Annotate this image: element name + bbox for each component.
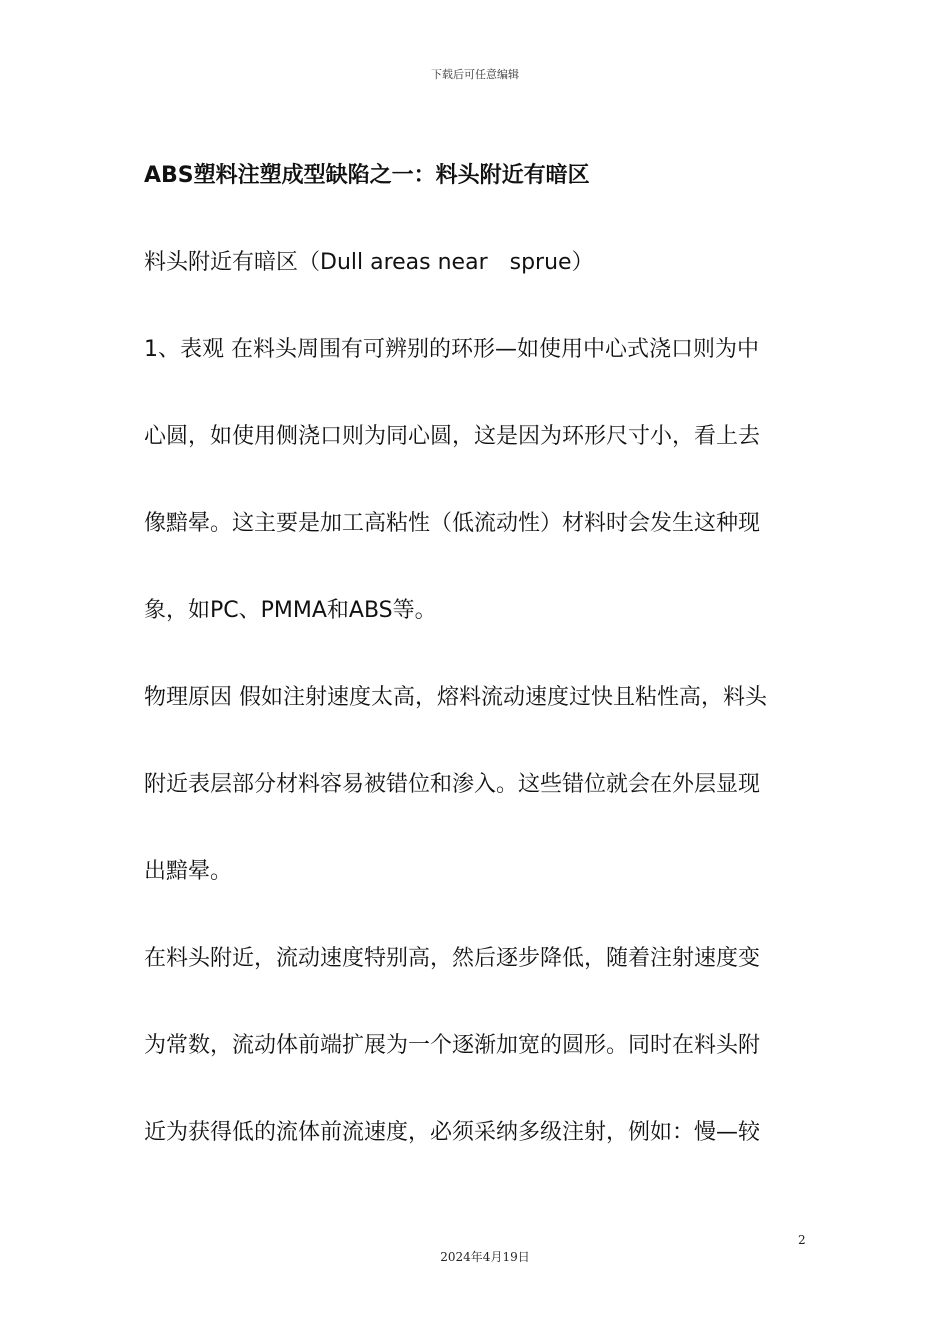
body-line: 附近表层部分材料容易被错位和渗入。这些错位就会在外层显现 [144,772,761,797]
document-title: ABS塑料注塑成型缺陷之一：料头附近有暗区 [144,163,590,188]
body-line: 象，如PC、PMMA和ABS等。 [144,598,437,623]
body-line: 像黯晕。这主要是加工高粘性（低流动性）材料时会发生这种现 [144,511,761,536]
subheading-line: 料头附近有暗区（Dull areas near sprue） [144,250,594,275]
body-line: 在料头附近，流动速度特别高，然后逐步降低，随着注射速度变 [144,946,761,971]
body-line: 心圆，如使用侧浇口则为同心圆，这是因为环形尺寸小，看上去 [144,424,761,449]
body-line: 出黯晕。 [144,859,233,884]
page-header: 下载后可任意编辑 [431,68,519,81]
body-line: 物理原因 假如注射速度太高，熔料流动速度过快且粘性高，料头 [144,685,767,710]
page-footer-date: 2024年4月19日 [440,1250,530,1264]
page-number: 2 [798,1233,806,1247]
body-line: 为常数，流动体前端扩展为一个逐渐加宽的圆形。同时在料头附 [144,1033,761,1058]
body-line: 近为获得低的流体前流速度，必须采纳多级注射，例如：慢—较 [144,1120,761,1145]
body-line: 1、表观 在料头周围有可辨别的环形—如使用中心式浇口则为中 [144,337,759,362]
